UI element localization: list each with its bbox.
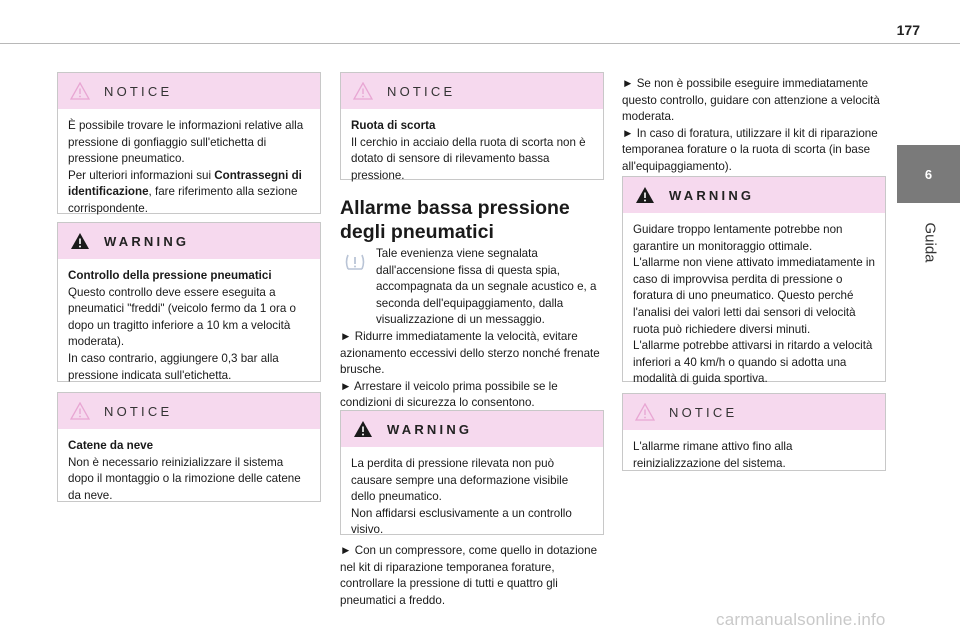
warning-header: [58, 223, 320, 259]
notice-title: NOTICE: [104, 83, 173, 99]
notice-reference: Per ulteriori informazioni sui Contrassegni di identificazione, fare riferimento alla sezione corrispondente.: [68, 168, 302, 215]
warning-text: Non affidarsi esclusivamente a un controllo visivo.: [351, 506, 572, 537]
warning-header: [623, 177, 885, 213]
notice-box-spare-wheel: [340, 72, 604, 180]
instruction-step: ► In caso di foratura, utilizzare il kit di riparazione temporanea forature o la ruota di scorta (in base all'equipaggiamento).: [622, 126, 878, 173]
alarm-description: [340, 246, 604, 412]
notice-title: NOTICE: [387, 83, 456, 99]
instruction-step: ► Con un compressore, come quello in dotazione nel kit di riparazione temporanea forature, controllare la pressione di tutti e quattro gli pneumatici a freddo.: [340, 544, 598, 607]
notice-title: NOTICE: [669, 404, 738, 420]
warning-text: La perdita di pressione rilevata non può causare sempre una deformazione visibile dello pneumatico.: [351, 457, 569, 504]
notice-triangle-icon: [70, 82, 90, 100]
header-divider: [0, 43, 960, 44]
warning-box-monitoring: [622, 176, 886, 386]
warning-triangle-icon: [353, 420, 373, 438]
notice-box-alarm-active: [622, 393, 886, 471]
warning-triangle-icon: [70, 232, 90, 250]
warning-text: Guidare troppo lentamente potrebbe non garantire un monitoraggio ottimale.: [633, 223, 843, 253]
warning-box-deformation: [340, 410, 604, 535]
instruction-step: ► Ridurre immediatamente la velocità, evitare azionamento eccessivi dello sterzo nonché frenate brusche.: [340, 329, 600, 377]
notice-heading: Catene da neve: [68, 439, 154, 452]
warning-text: L'allarme non viene attivato immediatamente in caso di improvvisa perdita di pressione o foratura di uno pneumatico. Questo perché l'analisi dei valori letti dai sensori di velocità ruota può richiedere diversi minuti.: [633, 256, 875, 336]
notice-text: Non è necessario reinizializzare il sistema dopo il montaggio o la rimozione delle catene da neve.: [68, 455, 301, 502]
notice-text: Il cerchio in acciaio della ruota di scorta non è dotato di sensore di rilevamento bassa pressione.: [351, 135, 586, 182]
notice-box-snow-chains: [57, 392, 321, 502]
notice-header: [58, 393, 320, 429]
chapter-label: Guida: [921, 221, 939, 263]
warning-text: L'allarme potrebbe attivarsi in ritardo a velocità inferiori a 40 km/h o quando si adotta una modalità di guida sportiva.: [633, 339, 873, 386]
notice-header: [341, 73, 603, 109]
page-number: 177: [896, 22, 920, 38]
notice-text: È possibile trovare le informazioni relative alla pressione di gonfiaggio sull'etichetta di pressione pneumatico.: [68, 119, 304, 166]
compressor-instruction: [340, 543, 604, 609]
follow-up-instructions: [622, 76, 886, 176]
reference-link: Contrassegni di identificazione: [68, 168, 302, 199]
instruction-step: ► Se non è possibile eseguire immediatamente questo controllo, guidare con attenzione a velocità moderata.: [622, 77, 880, 124]
notice-triangle-icon: [70, 402, 90, 420]
watermark: carmanualsonline.info: [716, 610, 886, 629]
warning-title: WARNING: [104, 233, 190, 249]
warning-header: [341, 411, 603, 447]
warning-text: Questo controllo deve essere eseguita a pneumatici "freddi" (veicolo fermo da 1 ora o dopo un tragitto inferiore a 10 km a velocità moderata).: [68, 285, 296, 349]
chapter-tab[interactable]: [897, 145, 960, 203]
tyre-pressure-warning-lamp-icon: [343, 252, 367, 272]
notice-triangle-icon: [635, 403, 655, 421]
notice-header: [623, 394, 885, 430]
instruction-step: ► Arrestare il veicolo prima possibile se le condizioni di sicurezza lo consentono.: [340, 379, 558, 410]
warning-title: WARNING: [387, 421, 473, 437]
intro-text: Tale evenienza viene segnalata dall'accensione fissa di questa spia, accompagnata da un segnale acustico e, a seconda dell'equipaggiamento, dalla visualizzazione di un messaggio.: [376, 247, 597, 327]
notice-title: NOTICE: [104, 403, 173, 419]
chapter-number: 6: [924, 166, 933, 182]
notice-header: [58, 73, 320, 109]
warning-box-pressure-check: [57, 222, 321, 382]
notice-text: L'allarme rimane attivo fino alla reinizializzazione del sistema.: [633, 440, 793, 470]
notice-triangle-icon: [353, 82, 373, 100]
warning-title: WARNING: [669, 187, 755, 203]
notice-heading: Ruota di scorta: [351, 119, 436, 132]
section-title: Allarme bassa pressione degli pneumatici: [340, 197, 570, 243]
warning-heading: Controllo della pressione pneumatici: [68, 269, 272, 282]
notice-box-inflation: [57, 72, 321, 214]
warning-triangle-icon: [635, 186, 655, 204]
warning-text: In caso contrario, aggiungere 0,3 bar alla pressione indicata sull'etichetta.: [68, 351, 279, 382]
